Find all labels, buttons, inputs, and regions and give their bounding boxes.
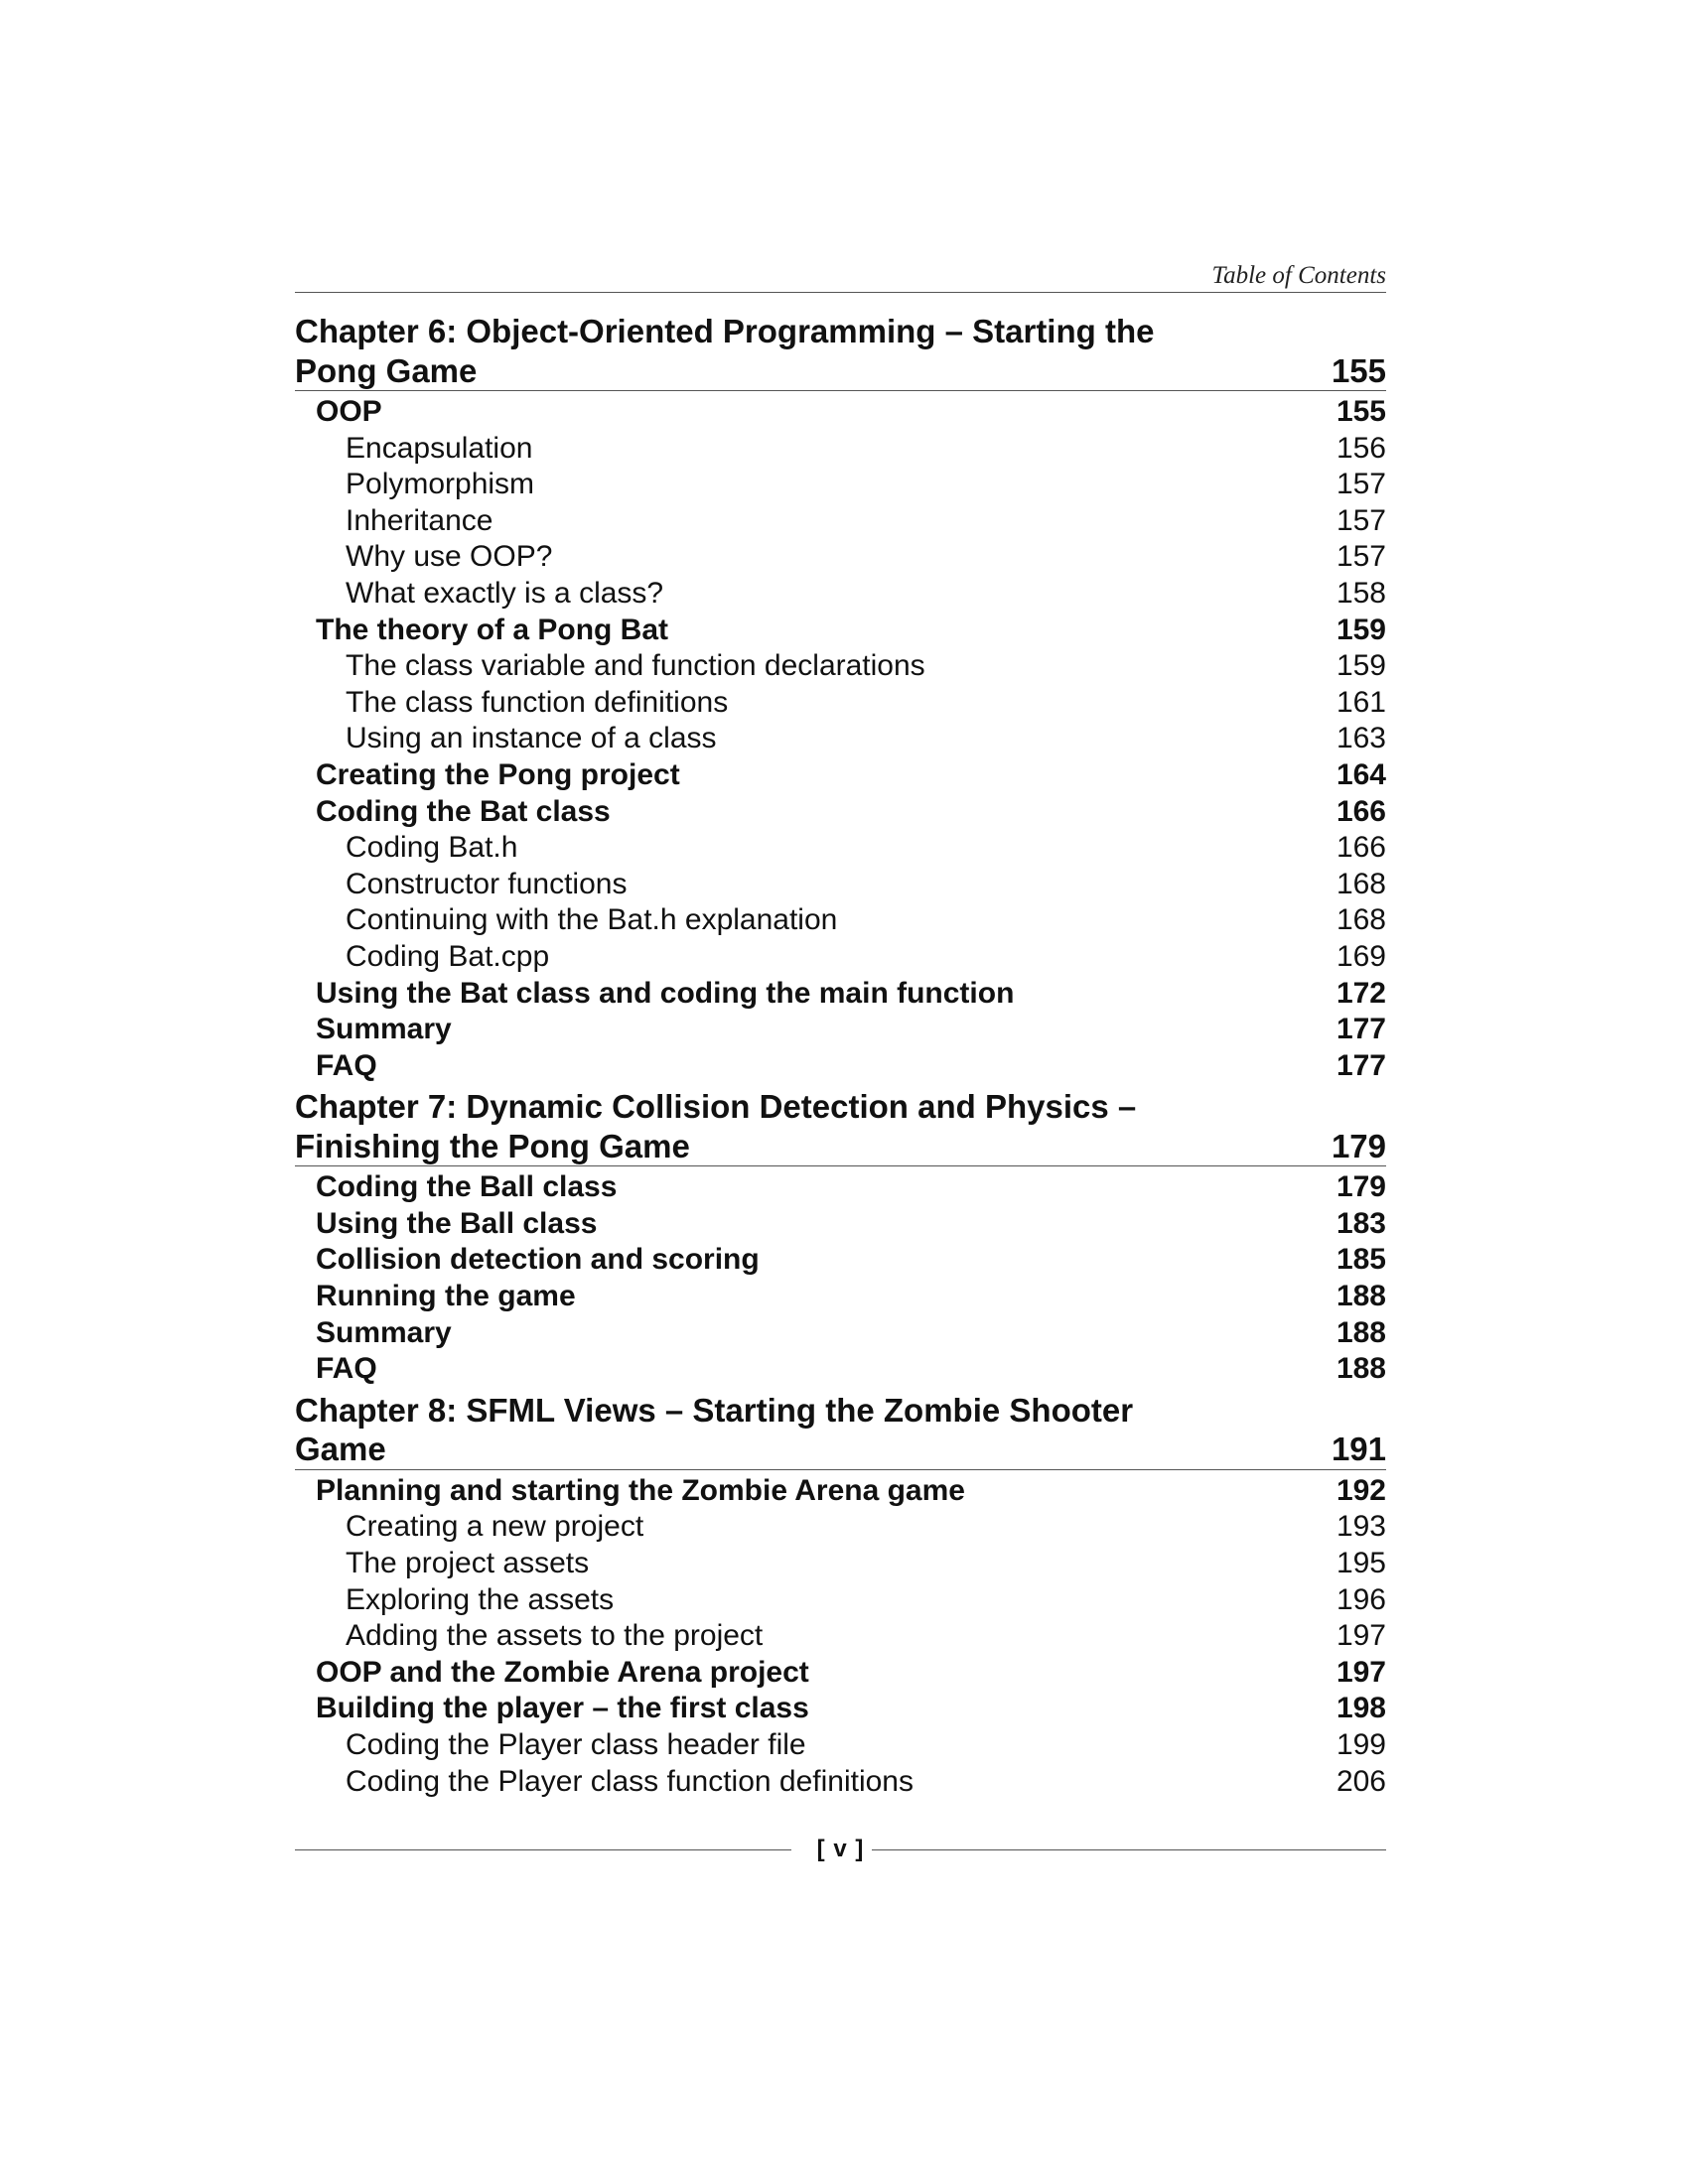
entry-page-number: 197 bbox=[1336, 1655, 1386, 1689]
entry-page-number: 177 bbox=[1336, 1048, 1386, 1082]
entry-title: Building the player – the first class bbox=[316, 1692, 809, 1725]
entry-title: Using the Bat class and coding the main function bbox=[316, 976, 1015, 1010]
chapter-heading[interactable] bbox=[295, 312, 1386, 391]
toc-section-entry[interactable] bbox=[295, 757, 1386, 794]
entry-title: OOP bbox=[316, 395, 382, 428]
entry-page-number: 158 bbox=[1336, 576, 1386, 610]
entry-title: The project assets bbox=[346, 1547, 590, 1580]
entry-title: Polymorphism bbox=[346, 468, 535, 501]
chapter-title: Chapter 8: SFML Views – Starting the Zombie Shooter Game bbox=[295, 1391, 1134, 1468]
toc-subsection-entry[interactable] bbox=[295, 867, 1386, 903]
entry-page-number: 164 bbox=[1336, 757, 1386, 791]
toc-section-entry[interactable] bbox=[295, 1279, 1386, 1315]
page-footer bbox=[295, 1832, 1386, 1867]
entry-page-number: 192 bbox=[1336, 1473, 1386, 1507]
entry-page-number: 159 bbox=[1336, 649, 1386, 683]
entry-page-number: 159 bbox=[1336, 613, 1386, 646]
entry-page-number: 156 bbox=[1336, 431, 1386, 465]
page-number: [ v ] bbox=[816, 1836, 865, 1862]
toc-subsection-entry[interactable] bbox=[295, 830, 1386, 867]
entry-title: Coding Bat.cpp bbox=[346, 939, 550, 973]
running-header-title: Table of Contents bbox=[1211, 262, 1386, 289]
entry-title: OOP and the Zombie Arena project bbox=[316, 1655, 809, 1689]
entry-page-number: 193 bbox=[1336, 1510, 1386, 1544]
toc-subsection-entry[interactable] bbox=[295, 1509, 1386, 1546]
chapter-title: Chapter 6: Object-Oriented Programming – Starting the Pong Game bbox=[295, 313, 1155, 389]
footer-rule-right bbox=[872, 1849, 1386, 1850]
toc-subsection-entry[interactable] bbox=[295, 902, 1386, 939]
toc-subsection-entry[interactable] bbox=[295, 1727, 1386, 1764]
chapter-title: Chapter 7: Dynamic Collision Detection and Physics – Finishing the Pong Game bbox=[295, 1088, 1137, 1164]
toc-subsection-entry[interactable] bbox=[295, 431, 1386, 468]
entry-page-number: 198 bbox=[1336, 1692, 1386, 1725]
chapter-heading[interactable] bbox=[295, 1391, 1386, 1470]
toc-subsection-entry[interactable] bbox=[295, 503, 1386, 540]
entry-title: Exploring the assets bbox=[346, 1582, 615, 1616]
toc-subsection-entry[interactable] bbox=[295, 576, 1386, 613]
entry-title: Coding the Player class header file bbox=[346, 1728, 806, 1761]
entry-page-number: 168 bbox=[1336, 903, 1386, 937]
entry-page-number: 168 bbox=[1336, 867, 1386, 900]
entry-title: Encapsulation bbox=[346, 431, 533, 465]
entry-title: FAQ bbox=[316, 1352, 377, 1386]
entry-page-number: 177 bbox=[1336, 1013, 1386, 1046]
toc-subsection-entry[interactable] bbox=[295, 1582, 1386, 1619]
entry-title: Collision detection and scoring bbox=[316, 1243, 760, 1277]
toc-section-entry[interactable] bbox=[295, 613, 1386, 649]
toc-section-entry[interactable] bbox=[295, 394, 1386, 431]
chapter-heading[interactable] bbox=[295, 1087, 1386, 1166]
toc-subsection-entry[interactable] bbox=[295, 1618, 1386, 1655]
entry-page-number: 166 bbox=[1336, 831, 1386, 865]
entry-title: Coding the Player class function definitions bbox=[346, 1764, 914, 1798]
entry-page-number: 188 bbox=[1336, 1352, 1386, 1386]
toc-section-entry[interactable] bbox=[295, 1655, 1386, 1692]
toc-section-entry[interactable] bbox=[295, 1351, 1386, 1388]
entry-page-number: 161 bbox=[1336, 685, 1386, 719]
entry-title: Planning and starting the Zombie Arena game bbox=[316, 1473, 965, 1507]
chapter-page-number: 191 bbox=[1331, 1431, 1386, 1468]
toc-subsection-entry[interactable] bbox=[295, 648, 1386, 685]
entry-page-number: 188 bbox=[1336, 1280, 1386, 1313]
entry-title: What exactly is a class? bbox=[346, 576, 664, 610]
entry-title: Adding the assets to the project bbox=[346, 1619, 764, 1653]
toc-subsection-entry[interactable] bbox=[295, 539, 1386, 576]
toc-section-entry[interactable] bbox=[295, 1691, 1386, 1727]
entry-title: FAQ bbox=[316, 1048, 377, 1082]
running-header bbox=[295, 260, 1386, 293]
toc-section-entry[interactable] bbox=[295, 1315, 1386, 1352]
toc-section-entry[interactable] bbox=[295, 1242, 1386, 1279]
entry-title: Why use OOP? bbox=[346, 540, 553, 574]
toc-section-entry[interactable] bbox=[295, 1012, 1386, 1048]
entry-title: Coding the Bat class bbox=[316, 794, 611, 828]
entry-page-number: 169 bbox=[1336, 939, 1386, 973]
toc-section-entry[interactable] bbox=[295, 1169, 1386, 1206]
entry-page-number: 157 bbox=[1336, 468, 1386, 501]
entry-title: Creating a new project bbox=[346, 1510, 644, 1544]
entry-page-number: 157 bbox=[1336, 503, 1386, 537]
entry-title: Using the Ball class bbox=[316, 1206, 598, 1240]
entry-title: Coding Bat.h bbox=[346, 831, 518, 865]
entry-page-number: 195 bbox=[1336, 1547, 1386, 1580]
toc-subsection-entry[interactable] bbox=[295, 1546, 1386, 1582]
toc-subsection-entry[interactable] bbox=[295, 467, 1386, 503]
entry-page-number: 172 bbox=[1336, 976, 1386, 1010]
entry-page-number: 183 bbox=[1336, 1206, 1386, 1240]
entry-page-number: 157 bbox=[1336, 540, 1386, 574]
toc-section-entry[interactable] bbox=[295, 1206, 1386, 1243]
toc-subsection-entry[interactable] bbox=[295, 1764, 1386, 1801]
entry-page-number: 185 bbox=[1336, 1243, 1386, 1277]
toc-section-entry[interactable] bbox=[295, 794, 1386, 831]
entry-page-number: 179 bbox=[1336, 1170, 1386, 1204]
toc-subsection-entry[interactable] bbox=[295, 939, 1386, 976]
entry-page-number: 206 bbox=[1336, 1764, 1386, 1798]
entry-title: Creating the Pong project bbox=[316, 757, 680, 791]
toc-subsection-entry[interactable] bbox=[295, 721, 1386, 757]
entry-title: The class variable and function declarations bbox=[346, 649, 925, 683]
entry-page-number: 188 bbox=[1336, 1315, 1386, 1349]
entry-title: Using an instance of a class bbox=[346, 722, 717, 755]
entry-page-number: 163 bbox=[1336, 722, 1386, 755]
entry-title: The theory of a Pong Bat bbox=[316, 613, 669, 646]
toc-section-entry[interactable] bbox=[295, 1048, 1386, 1085]
entry-page-number: 199 bbox=[1336, 1728, 1386, 1761]
table-of-contents bbox=[295, 309, 1386, 1800]
entry-page-number: 197 bbox=[1336, 1619, 1386, 1653]
entry-title: Coding the Ball class bbox=[316, 1170, 618, 1204]
entry-title: Summary bbox=[316, 1013, 452, 1046]
entry-page-number: 196 bbox=[1336, 1582, 1386, 1616]
entry-title: Continuing with the Bat.h explanation bbox=[346, 903, 838, 937]
toc-section-entry[interactable] bbox=[295, 976, 1386, 1013]
entry-page-number: 166 bbox=[1336, 794, 1386, 828]
entry-title: The class function definitions bbox=[346, 685, 729, 719]
chapter-page-number: 155 bbox=[1331, 351, 1386, 389]
entry-title: Running the game bbox=[316, 1280, 576, 1313]
chapter-page-number: 179 bbox=[1331, 1127, 1386, 1164]
entry-page-number: 155 bbox=[1336, 395, 1386, 428]
entry-title: Inheritance bbox=[346, 503, 493, 537]
toc-subsection-entry[interactable] bbox=[295, 685, 1386, 722]
toc-section-entry[interactable] bbox=[295, 1473, 1386, 1510]
entry-title: Summary bbox=[316, 1315, 452, 1349]
entry-title: Constructor functions bbox=[346, 867, 628, 900]
